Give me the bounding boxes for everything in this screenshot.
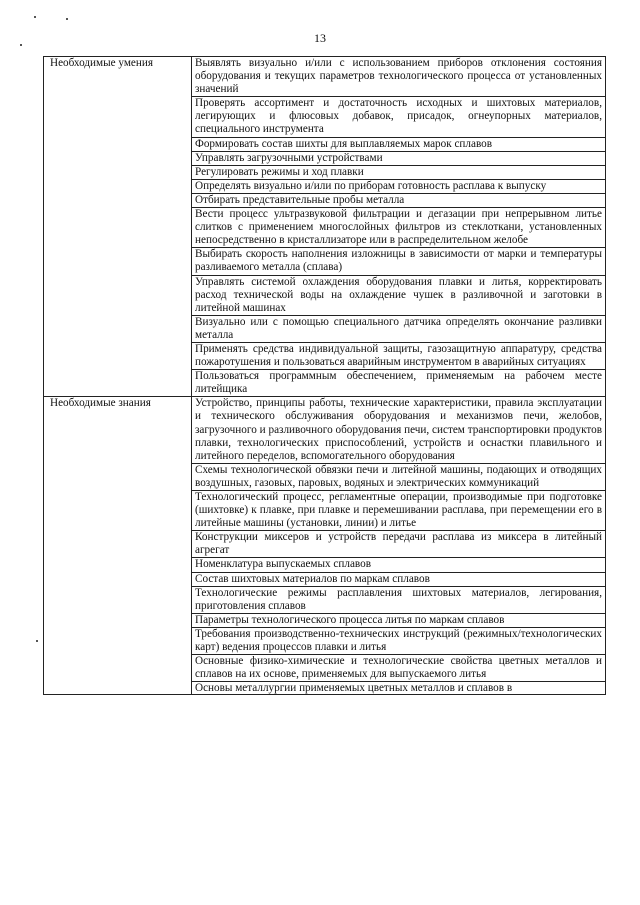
page-number: 13 bbox=[314, 31, 326, 45]
section-label: Необходимые знания bbox=[44, 397, 192, 695]
requirement-cell: Схемы технологической обвязки печи и литейной машины, подающих и отводящих воздушных, газовых, паровых, водяных и электрических коммуникаций bbox=[192, 463, 606, 490]
scan-mark bbox=[20, 44, 22, 46]
scan-mark bbox=[66, 18, 68, 20]
requirement-cell: Отбирать представительные пробы металла bbox=[192, 193, 606, 207]
scan-mark bbox=[34, 16, 36, 18]
requirement-cell: Выявлять визуально и/или с использованием приборов отклонения состояния оборудования и текущих параметров технологического процесса от установленных значений bbox=[192, 57, 606, 97]
requirement-cell: Управлять системой охлаждения оборудования плавки и литья, корректировать расход технической воды на охлаждение чушек в разливочной и заготовки в литейной машинах bbox=[192, 275, 606, 315]
requirement-cell: Устройство, принципы работы, технические характеристики, правила эксплуатации и технического обслуживания оборудования и механизмов печи, желобов, загрузочного и разливочного оборудования печи, систем транспортировки продуктов плавки, технологических приспособлений, устройств и оснастки плавильного и литейного переделов, вспомогательного оборудования bbox=[192, 397, 606, 463]
requirement-text: Основы металлургии применяемых цветных металлов и сплавов в bbox=[195, 682, 513, 695]
requirement-cell: Пользоваться программным обеспечением, применяемым на рабочем месте литейщика bbox=[192, 370, 606, 397]
requirement-cell: Основные физико-химические и технологические свойства цветных металлов и сплавов на их основе, применяемых для выпускаемого литья bbox=[192, 655, 606, 682]
requirement-cell: Определять визуально и/или по приборам готовность расплава к выпуску bbox=[192, 179, 606, 193]
section-label: Необходимые умения bbox=[44, 57, 192, 397]
requirement-cell: Применять средства индивидуальной защиты, газозащитную аппаратуру, средства пожаротушения и пользоваться аварийным инструментом в аварийных ситуациях bbox=[192, 342, 606, 369]
requirement-cell: Конструкции миксеров и устройств передачи расплава из миксера в литейный агрегат bbox=[192, 531, 606, 558]
requirement-cell: Формировать состав шихты для выплавляемых марок сплавов bbox=[192, 137, 606, 151]
table-row bbox=[44, 397, 606, 463]
requirement-cell: Проверять ассортимент и достаточность исходных и шихтовых материалов, легирующих и флюсовых добавок, присадок, огнеупорных материалов, специального инструмента bbox=[192, 97, 606, 137]
requirement-cell: Регулировать режимы и ход плавки bbox=[192, 165, 606, 179]
requirement-cell: Управлять загрузочными устройствами bbox=[192, 151, 606, 165]
requirement-cell: Технологический процесс, регламентные операции, производимые при подготовке (шихтовке) к плавке, при плавке и перемешивании расплава, при перемещении его в литейные машины (установки, линии) и литье bbox=[192, 491, 606, 531]
requirement-cell: Визуально или с помощью специального датчика определять окончание разливки металла bbox=[192, 315, 606, 342]
requirement-cell: Номенклатура выпускаемых сплавов bbox=[192, 558, 606, 572]
requirement-cell: Выбирать скорость наполнения изложницы в зависимости от марки и температуры разливаемого металла (сплава) bbox=[192, 248, 606, 275]
requirement-cell: Состав шихтовых материалов по маркам сплавов bbox=[192, 572, 606, 586]
requirements-table bbox=[43, 56, 606, 695]
table-row bbox=[44, 57, 606, 97]
requirement-cell: Требования производственно-технических инструкций (режимных/технологических карт) ведения процессов плавки и литья bbox=[192, 627, 606, 654]
requirement-cell: Параметры технологического процесса литья по маркам сплавов bbox=[192, 613, 606, 627]
scan-mark bbox=[36, 640, 38, 642]
requirement-cell: Вести процесс ультразвуковой фильтрации и дегазации при непрерывном литье слитков с применением многослойных фильтров из стеклоткани, установленных непосредственно в кристаллизаторе или в распределительном желобе bbox=[192, 208, 606, 248]
requirement-cell bbox=[192, 682, 606, 695]
requirement-cell: Технологические режимы расплавления шихтовых материалов, легирования, приготовления сплавов bbox=[192, 586, 606, 613]
